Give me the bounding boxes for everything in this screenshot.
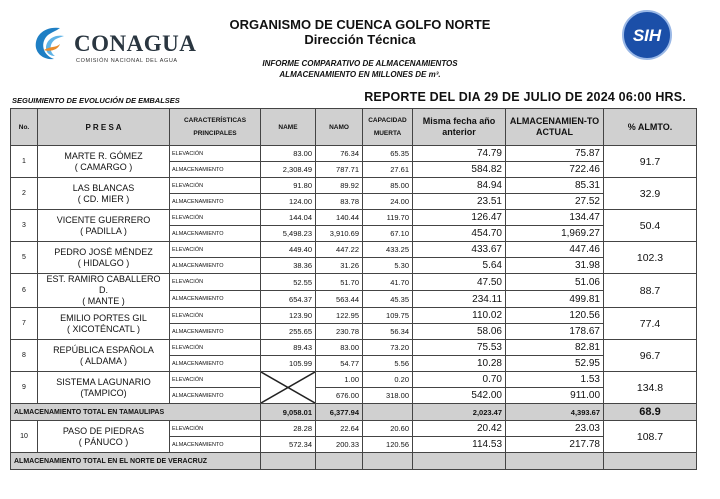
conagua-mark-icon xyxy=(30,22,72,64)
col-no: No. xyxy=(11,109,38,146)
cross-mark-icon xyxy=(261,372,315,403)
col-capacidad xyxy=(363,109,413,146)
elev-muerta: 119.70 xyxy=(363,210,413,226)
row-label-elevacion: ELEVACIÓN xyxy=(170,421,261,437)
empty-cell-cross xyxy=(261,372,316,404)
alm-actual: 27.52 xyxy=(506,194,604,210)
total-pct: 68.9 xyxy=(604,404,697,421)
dam-name-cell xyxy=(38,178,170,210)
dam-name-cell xyxy=(38,372,170,404)
dam-name-cell xyxy=(38,146,170,178)
row-label-elevacion: ELEVACIÓN xyxy=(170,372,261,388)
elev-muerta: 41.70 xyxy=(363,274,413,291)
row-label-almacenamiento: ALMACENAMIENTO xyxy=(170,226,261,242)
alm-name: 124.00 xyxy=(261,194,316,210)
elev-anterior: 433.67 xyxy=(413,242,506,258)
alm-actual: 52.95 xyxy=(506,356,604,372)
elev-namo: 22.64 xyxy=(316,421,363,437)
pct-almto: 134.8 xyxy=(604,372,697,404)
elev-namo: 83.00 xyxy=(316,340,363,356)
elev-actual: 1.53 xyxy=(506,372,604,388)
total-v-pct xyxy=(604,453,697,470)
dam-name-cell xyxy=(38,210,170,242)
alm-muerta: 56.34 xyxy=(363,324,413,340)
dam-number: 3 xyxy=(11,210,38,242)
row-label-almacenamiento: ALMACENAMIENTO xyxy=(170,258,261,274)
elev-name: 123.90 xyxy=(261,308,316,324)
elev-actual: 447.46 xyxy=(506,242,604,258)
table-row xyxy=(11,308,697,324)
elev-actual: 82.81 xyxy=(506,340,604,356)
alm-anterior: 58.06 xyxy=(413,324,506,340)
alm-actual: 31.98 xyxy=(506,258,604,274)
organization-title: ORGANISMO DE CUENCA GOLFO NORTE xyxy=(229,17,491,32)
alm-namo: 787.71 xyxy=(316,162,363,178)
pct-almto: 108.7 xyxy=(604,421,697,453)
total-v-muerta xyxy=(363,453,413,470)
total-anterior: 2,023.47 xyxy=(413,404,506,421)
report-title: INFORME COMPARATIVO DE ALMACENAMIENTOS xyxy=(262,59,458,68)
dam-number: 7 xyxy=(11,308,38,340)
elev-anterior: 84.94 xyxy=(413,178,506,194)
dam-name-cell xyxy=(38,274,170,308)
total-v-actual xyxy=(506,453,604,470)
dam-alias: ( XICOTÉNCATL ) xyxy=(66,323,140,334)
elev-actual: 120.56 xyxy=(506,308,604,324)
col-capacidad-line2: MUERTA xyxy=(373,130,402,137)
elev-muerta: 109.75 xyxy=(363,308,413,324)
row-label-elevacion: ELEVACIÓN xyxy=(170,308,261,324)
row-label-elevacion: ELEVACIÓN xyxy=(170,274,261,291)
total-veracruz-label: ALMACENAMIENTO TOTAL EN EL NORTE DE VERACRUZ xyxy=(11,453,261,470)
dam-name-cell xyxy=(38,340,170,372)
pct-almto: 50.4 xyxy=(604,210,697,242)
alm-namo: 54.77 xyxy=(316,356,363,372)
row-label-elevacion: ELEVACIÓN xyxy=(170,242,261,258)
elev-namo: 140.44 xyxy=(316,210,363,226)
elev-muerta: 85.00 xyxy=(363,178,413,194)
alm-muerta: 67.10 xyxy=(363,226,413,242)
table-body xyxy=(11,146,697,470)
alm-name: 38.36 xyxy=(261,258,316,274)
alm-namo: 563.44 xyxy=(316,291,363,308)
alm-actual: 722.46 xyxy=(506,162,604,178)
elev-name: 52.55 xyxy=(261,274,316,291)
total-v-namo xyxy=(316,453,363,470)
elev-namo: 447.22 xyxy=(316,242,363,258)
dam-name-cell xyxy=(38,308,170,340)
elev-anterior: 0.70 xyxy=(413,372,506,388)
dam-number: 1 xyxy=(11,146,38,178)
alm-actual: 911.00 xyxy=(506,388,604,404)
dam-alias: ( PÁNUCO ) xyxy=(78,436,129,447)
row-label-almacenamiento: ALMACENAMIENTO xyxy=(170,162,261,178)
alm-anterior: 5.64 xyxy=(413,258,506,274)
elev-muerta: 65.35 xyxy=(363,146,413,162)
table-row xyxy=(11,274,697,291)
dam-alias: ( CAMARGO ) xyxy=(74,161,133,172)
logo-subtitle: COMISIÓN NACIONAL DEL AGUA xyxy=(76,58,178,64)
elev-anterior: 20.42 xyxy=(413,421,506,437)
alm-name: 654.37 xyxy=(261,291,316,308)
elev-anterior: 110.02 xyxy=(413,308,506,324)
elev-actual: 23.03 xyxy=(506,421,604,437)
pct-almto: 32.9 xyxy=(604,178,697,210)
elev-namo: 51.70 xyxy=(316,274,363,291)
row-label-elevacion: ELEVACIÓN xyxy=(170,146,261,162)
col-anterior: Misma fecha año anterior xyxy=(413,109,506,146)
col-caracteristicas xyxy=(170,109,261,146)
elev-muerta: 73.20 xyxy=(363,340,413,356)
alm-actual: 217.78 xyxy=(506,437,604,453)
report-date: REPORTE DEL DIA 29 DE JULIO DE 2024 06:00 HRS. xyxy=(364,90,686,104)
alm-muerta: 5.30 xyxy=(363,258,413,274)
dam-alias: (TAMPICO) xyxy=(80,387,127,398)
dam-name: VICENTE GUERRERO xyxy=(56,214,151,225)
alm-anterior: 454.70 xyxy=(413,226,506,242)
dam-name: LAS BLANCAS xyxy=(72,182,135,193)
table-row xyxy=(11,242,697,258)
alm-name: 255.65 xyxy=(261,324,316,340)
total-namo: 6,377.94 xyxy=(316,404,363,421)
logo-name: CONAGUA xyxy=(74,31,197,56)
total-name: 9,058.01 xyxy=(261,404,316,421)
elev-namo: 1.00 xyxy=(316,372,363,388)
dam-name: EST. RAMIRO CABALLERO D. xyxy=(46,274,161,295)
row-label-elevacion: ELEVACIÓN xyxy=(170,210,261,226)
alm-actual: 499.81 xyxy=(506,291,604,308)
elev-namo: 122.95 xyxy=(316,308,363,324)
total-row-veracruz xyxy=(11,453,697,470)
alm-namo: 31.26 xyxy=(316,258,363,274)
elev-muerta: 433.25 xyxy=(363,242,413,258)
row-label-almacenamiento: ALMACENAMIENTO xyxy=(170,291,261,308)
alm-namo: 676.00 xyxy=(316,388,363,404)
dam-alias: ( CD. MIER ) xyxy=(77,193,130,204)
row-label-almacenamiento: ALMACENAMIENTO xyxy=(170,356,261,372)
elev-name: 28.28 xyxy=(261,421,316,437)
dam-alias: ( ALDAMA ) xyxy=(79,355,127,366)
dam-name-cell xyxy=(38,421,170,453)
col-caracteristicas-line1: CARACTERÍSTICAS xyxy=(183,117,247,124)
alm-actual: 1,969.27 xyxy=(506,226,604,242)
table-row xyxy=(11,178,697,194)
alm-namo: 3,910.69 xyxy=(316,226,363,242)
alm-anterior: 23.51 xyxy=(413,194,506,210)
elev-anterior: 75.53 xyxy=(413,340,506,356)
alm-muerta: 120.56 xyxy=(363,437,413,453)
elev-name: 91.80 xyxy=(261,178,316,194)
dam-number: 2 xyxy=(11,178,38,210)
dam-number: 9 xyxy=(11,372,38,404)
alm-muerta: 45.35 xyxy=(363,291,413,308)
row-label-almacenamiento: ALMACENAMIENTO xyxy=(170,437,261,453)
alm-anterior: 114.53 xyxy=(413,437,506,453)
pct-almto: 102.3 xyxy=(604,242,697,274)
alm-namo: 83.78 xyxy=(316,194,363,210)
alm-actual: 178.67 xyxy=(506,324,604,340)
dam-name: PASO DE PIEDRAS xyxy=(62,425,145,436)
dam-name: SISTEMA LAGUNARIO xyxy=(56,376,151,387)
pct-almto: 91.7 xyxy=(604,146,697,178)
col-namo: NAMO xyxy=(316,109,363,146)
elev-actual: 51.06 xyxy=(506,274,604,291)
alm-anterior: 10.28 xyxy=(413,356,506,372)
elev-anterior: 74.79 xyxy=(413,146,506,162)
dam-alias: ( HIDALGO ) xyxy=(77,257,130,268)
table-row xyxy=(11,340,697,356)
elev-namo: 76.34 xyxy=(316,146,363,162)
row-label-almacenamiento: ALMACENAMIENTO xyxy=(170,324,261,340)
dam-number: 10 xyxy=(11,421,38,453)
col-presa: P R E S A xyxy=(38,109,170,146)
section-label: SEGUIMIENTO DE EVOLUCIÓN DE EMBALSES xyxy=(12,96,180,105)
dam-number: 5 xyxy=(11,242,38,274)
row-label-elevacion: ELEVACIÓN xyxy=(170,178,261,194)
alm-name: 5,498.23 xyxy=(261,226,316,242)
dam-number: 6 xyxy=(11,274,38,308)
elev-anterior: 47.50 xyxy=(413,274,506,291)
reservoir-table xyxy=(10,108,697,470)
elev-name: 449.40 xyxy=(261,242,316,258)
sih-badge-icon xyxy=(621,9,673,61)
direction-title: Dirección Técnica xyxy=(304,32,416,47)
row-label-elevacion: ELEVACIÓN xyxy=(170,340,261,356)
dam-name: MARTE R. GÓMEZ xyxy=(64,150,143,161)
row-label-almacenamiento: ALMACENAMIENTO xyxy=(170,388,261,404)
table-row xyxy=(11,421,697,437)
col-caracteristicas-line2: PRINCIPALES xyxy=(193,130,237,137)
pct-almto: 88.7 xyxy=(604,274,697,308)
pct-almto: 77.4 xyxy=(604,308,697,340)
dam-name-cell xyxy=(38,242,170,274)
total-v-name xyxy=(261,453,316,470)
sih-badge-text: SIH xyxy=(632,26,662,45)
table-row xyxy=(11,210,697,226)
total-row-tamaulipas xyxy=(11,404,697,421)
dam-alias: ( MANTE ) xyxy=(82,296,125,306)
alm-name: 572.34 xyxy=(261,437,316,453)
elev-muerta: 20.60 xyxy=(363,421,413,437)
elev-anterior: 126.47 xyxy=(413,210,506,226)
units-note: ALMACENAMIENTO EN MILLONES DE m³. xyxy=(279,70,441,79)
elev-name: 89.43 xyxy=(261,340,316,356)
dam-name: EMILIO PORTES GIL xyxy=(60,312,147,323)
dam-name: REPÚBLICA ESPAÑOLA xyxy=(53,344,154,355)
alm-namo: 230.78 xyxy=(316,324,363,340)
elev-name: 83.00 xyxy=(261,146,316,162)
total-actual: 4,393.67 xyxy=(506,404,604,421)
elev-muerta: 0.20 xyxy=(363,372,413,388)
alm-namo: 200.33 xyxy=(316,437,363,453)
total-v-anterior xyxy=(413,453,506,470)
alm-anterior: 542.00 xyxy=(413,388,506,404)
alm-muerta: 318.00 xyxy=(363,388,413,404)
col-actual: ALMACENAMIEN-TO ACTUAL xyxy=(506,109,604,146)
elev-actual: 75.87 xyxy=(506,146,604,162)
alm-anterior: 584.82 xyxy=(413,162,506,178)
pct-almto: 96.7 xyxy=(604,340,697,372)
elev-actual: 85.31 xyxy=(506,178,604,194)
alm-muerta: 5.56 xyxy=(363,356,413,372)
report-header xyxy=(200,17,520,80)
dam-name: PEDRO JOSÉ MÉNDEZ xyxy=(54,246,153,257)
col-pct: % ALMTO. xyxy=(604,109,697,146)
row-label-almacenamiento: ALMACENAMIENTO xyxy=(170,194,261,210)
dam-number: 8 xyxy=(11,340,38,372)
total-tamaulipas-label: ALMACENAMIENTO TOTAL EN TAMAULIPAS xyxy=(11,404,261,421)
elev-actual: 134.47 xyxy=(506,210,604,226)
elev-name: 144.04 xyxy=(261,210,316,226)
alm-anterior: 234.11 xyxy=(413,291,506,308)
conagua-logo xyxy=(30,22,197,72)
col-capacidad-line1: CAPACIDAD xyxy=(368,117,407,124)
col-name: NAME xyxy=(261,109,316,146)
dam-alias: ( PADILLA ) xyxy=(80,225,127,236)
elev-namo: 89.92 xyxy=(316,178,363,194)
table-row xyxy=(11,146,697,162)
alm-name: 105.99 xyxy=(261,356,316,372)
total-muerta xyxy=(363,404,413,421)
table-row xyxy=(11,372,697,388)
alm-name: 2,308.49 xyxy=(261,162,316,178)
alm-muerta: 27.61 xyxy=(363,162,413,178)
alm-muerta: 24.00 xyxy=(363,194,413,210)
